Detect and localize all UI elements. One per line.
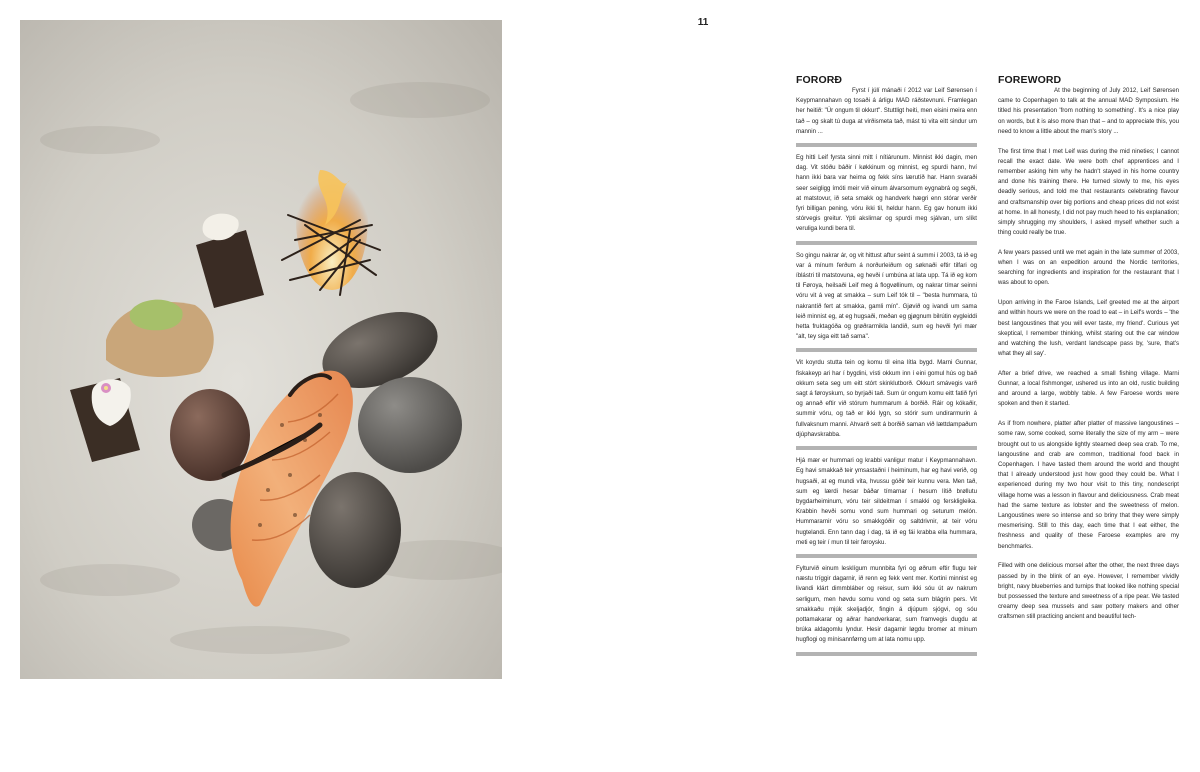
english-paragraph-4: Upon arriving in the Faroe Islands, Leif greeted me at the airport and within hours we were on the road to eat – in Leif's words – 'the best langoustines that you will ever taste, my friend'. Curious yet skeptical, I remember thinking, whilst staring out the car window and watching the lush, verdant landscape pass by, 'sure, that's what they all say'. xyxy=(998,299,1179,358)
paragraph-divider xyxy=(796,652,977,656)
english-paragraph-1: At the beginning of July 2012, Leif Sørensen came to Copenhagen to talk at the annual MAD Symposium. He titled his presentation 'from nothing to something'. It's a nice play on words, but it is also more than that – and to appreciate this, you need to know a little about the man's story ... xyxy=(998,87,1179,135)
paragraph-divider xyxy=(796,446,977,450)
paragraph-divider xyxy=(796,241,977,245)
dark-rock-2 xyxy=(309,472,401,588)
food-photo-illustration xyxy=(20,20,502,679)
paragraph-divider xyxy=(796,554,977,558)
paragraph-divider xyxy=(796,143,977,147)
food-photo xyxy=(20,20,502,679)
english-paragraph-5: After a brief drive, we reached a small fishing village. Marni Gunnar, a local fishmonger, ushered us into an old, rustic building and around a large, wobbly table. A few Faroese words were spoken and then it started. xyxy=(998,369,1179,408)
english-column xyxy=(998,74,1179,632)
english-paragraph-3: A few years passed until we met again in the late summer of 2003, when I was on an expedition around the Nordic territories, searching for ingredients and inspiration for the restaurant that I was about to open. xyxy=(998,248,1179,287)
faroese-paragraph-1: Fyrst í júlí mánaði í 2012 var Leif Sørensen í Keypmannahavn og tosaði á árligu MAD ráðstevnuni. Framlegan her heitið: "Úr ongum til okkurt". Stuttligt heiti, men eisini meira enn tað – og skalt tú duga at virðismeta tað, mást tú vita eitt sindur um mannin ... xyxy=(796,87,977,135)
page-number: 11 xyxy=(697,17,709,28)
paragraph-divider xyxy=(796,348,977,352)
faroese-paragraph-6: Fylturvið einum lesklígum munnbita fyri og øðrum eftir flugu teir næstu tríggir dagarnir, ið renn eg fekk vent mer. Kortini minnist eg livandi klárt dimmbláber og reisur, sum ikki sóu út av nakrum serligum, men høvdu somu vond og seta sum blágrin pers. Vit smakkaðu mjúk skeljadjór, fingin á djúpum sjógvi, og sóu pottamakarar og aðrar handverkarar, sum framvegis dugdu at brúka aldagomlu lyndur. Hesir dagarnir løgdu bromer at mínum hugflogi og mínisannførng um at lata nomu upp. xyxy=(796,564,977,644)
english-paragraph-2: The first time that I met Leif was during the mid nineties; I cannot recall the exact date. We were both chef apprentices and I remember asking him why he hadn't stayed in his home country and done his training there. He turned slowly to me, his eyes deadly serious, and told me that restaurants celebrating flavour and craftsmanship over big portions and cheap prices did not exist at home. In all honesty, I did not pay much heed to his explanation; simply shrugging my shoulders, I asked myself whether such a thing could really be true. xyxy=(998,147,1179,237)
english-paragraph-6: As if from nowhere, platter after platter of massive langoustines – some raw, some cooked, some literally the size of my arm – were brought out to us alongside lightly steamed deep sea crab. To me, langoustine and crab are common, traditional food back in Copenhagen. I have tasted them around the world and thought that I already understood just how good they could be. What I experienced during my two hour visit to this tiny, nondescript village home was a lesson in flavour and deliciousness. Crab meat had the same texture as lobster and the sweetness of melon. Langoustines were so intense and so briny that they were simply mesmerising. Still to this day, each time that I eat either, the freshness and quality of these Faroese examples are my benchmarks. xyxy=(998,420,1179,550)
faroese-title: FORORÐ xyxy=(796,74,843,86)
faroese-paragraph-4: Vit koyrdu stutta tein og komu til eina lítla bygd. Marni Gunnar, fiskakeyp ari har í bygdini, vísti okkum inn í eini gomul hús og bað okkum seta seg um eitt stórt skinklutborð. Okkurt smávegis varð sagt á føroyskum, so byrjaði tað. Sum úr ongum komu eitt fatið fyri og annað eftir við stórum hummarum á borðið. Ráir og kókaðir, summir vóru, og tað er ikki lygn, so stórir sum undirarmurin á fullvaksnum manni. Ahvarð sett á borðið saman við lættdampaðum djúphavskrabba. xyxy=(796,359,977,438)
faroese-column xyxy=(796,74,977,662)
english-title: FOREWORD xyxy=(998,74,1062,86)
faroese-paragraph-3: So gingu nakrar ár, og vit hittust aftur seint á summi í 2003, tá ið eg var á mínum ferðum á norðurleiðum og søknaði eftir tilfari og íblástri til matstovuna, eg hevði í umbúna at lata upp. Tá ið eg kom til Føroya, heilsaði Leif meg á flogvøllinum, og nakrar tímar seinni vóru vit á veg at smakka – sum Leif tók til – "besta hummara, tú nakrantíð fert at smakka, gamli mín". Gjøvið og ivandi um sama leið minnist eg, at eg hugsaði, meðan eg gjøgnum bilrútin eygleiddi hetta fruktagóða og grøðrarmikla landið, sum eg hevði fyri mær "alt, tey siga eitt tað sama". xyxy=(796,251,977,341)
faroese-paragraph-5: Hjá mær er hummari og krabbi vanligur matur í Keypmannahavn. Eg havi smakkað teir ymsastaðni í heiminum, har eg havi verið, og hugsaði, at eg mundi vita, hvussu góðir teir kunnu vera. Men tað, sum eg lærdi hesar báðar tímarnar í hesum lítið brøllutu bygdarheiminum, vóru teir sildeitman í smakki og ferskligleika. Krabbin hevði somu vond sum hummari og seturum melón. Hummararnir vóru so smakkgóðir og saltdrivnir, at teir vóru hugtelandi. Enn tann dag í dag, tá ið eg fái krabba ella hummara, meti eg teir í mun til teir føroysku. xyxy=(796,457,977,546)
english-paragraph-7: Filled with one delicious morsel after the other, the next three days passed by in the blink of an eye. However, I remember vividly bright, navy blueberries and turnips that looked like nothing special but possessed the texture and sweetness of a ripe pear. We tasted creamy deep sea mussels and saw pottery makers and other craftsmen still practicing ancient and beautiful tech- xyxy=(998,562,1179,621)
faroese-paragraph-2: Eg hitti Leif fyrsta sinni mitt í nítiárunum. Minnist ikki dagin, men dag. Vit stóðu báðir í køkkinum og minnist, eg spurdi hann, hví hann ikki bara var heima og fekk síns lærutíð har. Hann svaraði seer seigligg ímóti meir við einum álvarsomum eygnabrá og segði, at matstovur, ið seta smakk og handverk hægri enn stórar verðir fyri billigan pening, vóru ikki til, heldur hann. Eg gav honum ikki stórvegis greitur. Ypti akslirnar og spurdi meg sjálvan, um slíkt veruliga kundi bera til. xyxy=(796,154,977,233)
grey-rock xyxy=(358,377,462,473)
